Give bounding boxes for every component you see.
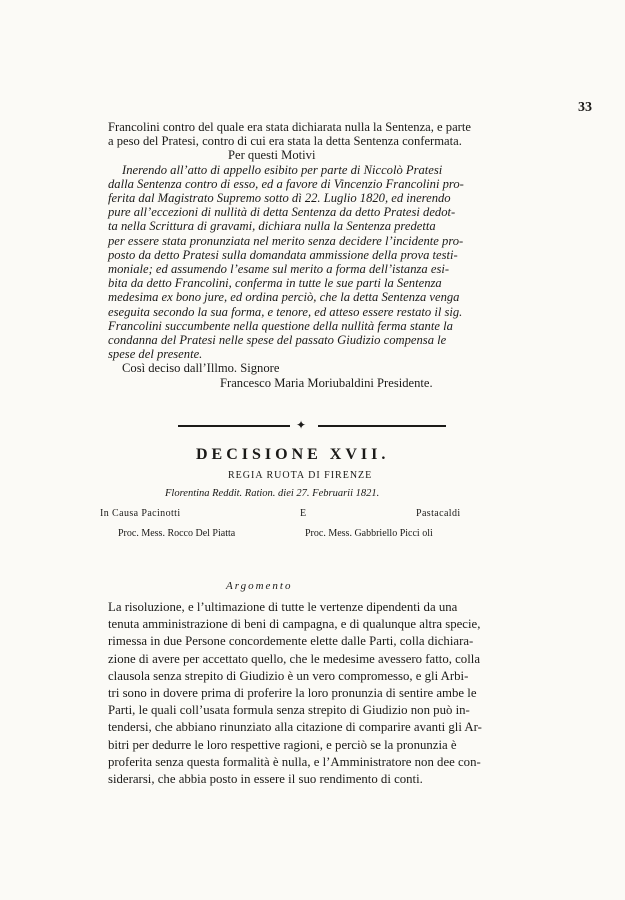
text-line: Per questi Motivi [228,148,316,163]
text-line: bitri per dedurre le loro respettive ragioni, e perciò se la pronunzia è [108,737,457,752]
text-line: dalla Sentenza contro di esso, ed a favore di Vincenzio Francolini pro- [108,176,464,191]
text-line: condanna del Pratesi nelle spese del passato Giudizio compensa le [108,333,447,347]
text-line: per essere stata pronunziata nel merito senza decidere l’incidente pro- [108,233,464,248]
procurator-right: Proc. Mess. Gabbriello Picci oli [305,528,433,539]
text-line: medesima ex bono jure, ed ordina perciò, che la detta Sentenza venga [108,290,460,305]
ornament-icon: ✦ [296,418,306,432]
text-line: zione di avere per accettato quello, che le medesime avessero fatto, colla [108,651,480,666]
text-line: Francolini contro del quale era stata dichiarata nulla la Sentenza, e parte [108,120,471,134]
text-line: bita da detto Francolini, conferma in tutte le sue parti la Sentenza [108,276,442,291]
text-line: Francesco Maria Moriubaldini Presidente. [220,375,433,390]
text-line: ta nella Scrittura di gravami, dichiara nulla la Sentenza predetta [108,219,436,234]
court-name: REGIA RUOTA DI FIRENZE [228,470,373,481]
text-line: Inerendo all’atto di appello esibito per parte di Niccolò Pratesi [122,162,443,177]
party-right: Pastacaldi [416,508,461,519]
text-line: La risoluzione, e l’ultimazione di tutte le vertenze dipendenti da una [108,600,458,614]
procurator-left: Proc. Mess. Rocco Del Piatta [118,528,236,539]
text-line: tenuta amministrazione di beni di campagna, e di qualunque altra specie, [108,617,481,632]
party-connector: E [300,508,307,519]
text-line: proferita senza questa formalità è nulla, e l’Amministratore non dee con- [108,754,481,769]
argument-heading: Argomento [226,580,293,592]
text-line: spese del presente. [108,347,203,362]
text-line: moniale; ed assumendo l’esame sul merito a forma dell’istanza esi- [108,262,450,276]
text-line: ferita dal Magistrato Supremo sotto dì 22. Luglio 1820, ed inerendo [108,191,451,205]
text-line: clausola senza strepito di Giudizio è un vero compromesso, e gli Arbi- [108,668,469,683]
text-line: tri sono in dovere prima di proferire la loro pronunzia di sentire ambe le [108,686,477,700]
text-line: eseguita secondo la sua forma, e tenore, ed atteso essere restato il sig. [108,304,463,319]
case-date: Florentina Reddit. Ration. diei 27. Februarii 1821. [165,488,380,499]
text-line: siderarsi, che abbia posto in essere il suo rendimento di conti. [108,772,423,786]
text-line: Così deciso dall’Illmo. Signore [122,361,280,376]
decision-title: DECISIONE XVII. [196,446,390,463]
text-line: posto da detto Pratesi sulla domandata ammissione della prova testi- [108,247,458,262]
text-line: rimessa in due Persone concordemente elette dalle Parti, colla dichiara- [108,634,474,649]
page-number: 33 [578,100,592,115]
text-line: tendersi, che abbiano rinunziato alla citazione di comparire avanti gli Ar- [108,720,482,735]
text-line: Francolini succumbente nella questione della nullità ferma stante la [108,318,453,333]
party-left: In Causa Pacinotti [100,508,181,519]
text-line: a peso del Pratesi, contro di cui era stata la detta Sentenza confermata. [108,134,462,149]
text-line: pure all’eccezioni di nullità di detta Sentenza da detto Pratesi dedot- [108,205,456,220]
text-line: Parti, le quali coll’usata formula senza strepito di Giudizio non può in- [108,703,470,718]
ornamental-rule [178,418,446,432]
